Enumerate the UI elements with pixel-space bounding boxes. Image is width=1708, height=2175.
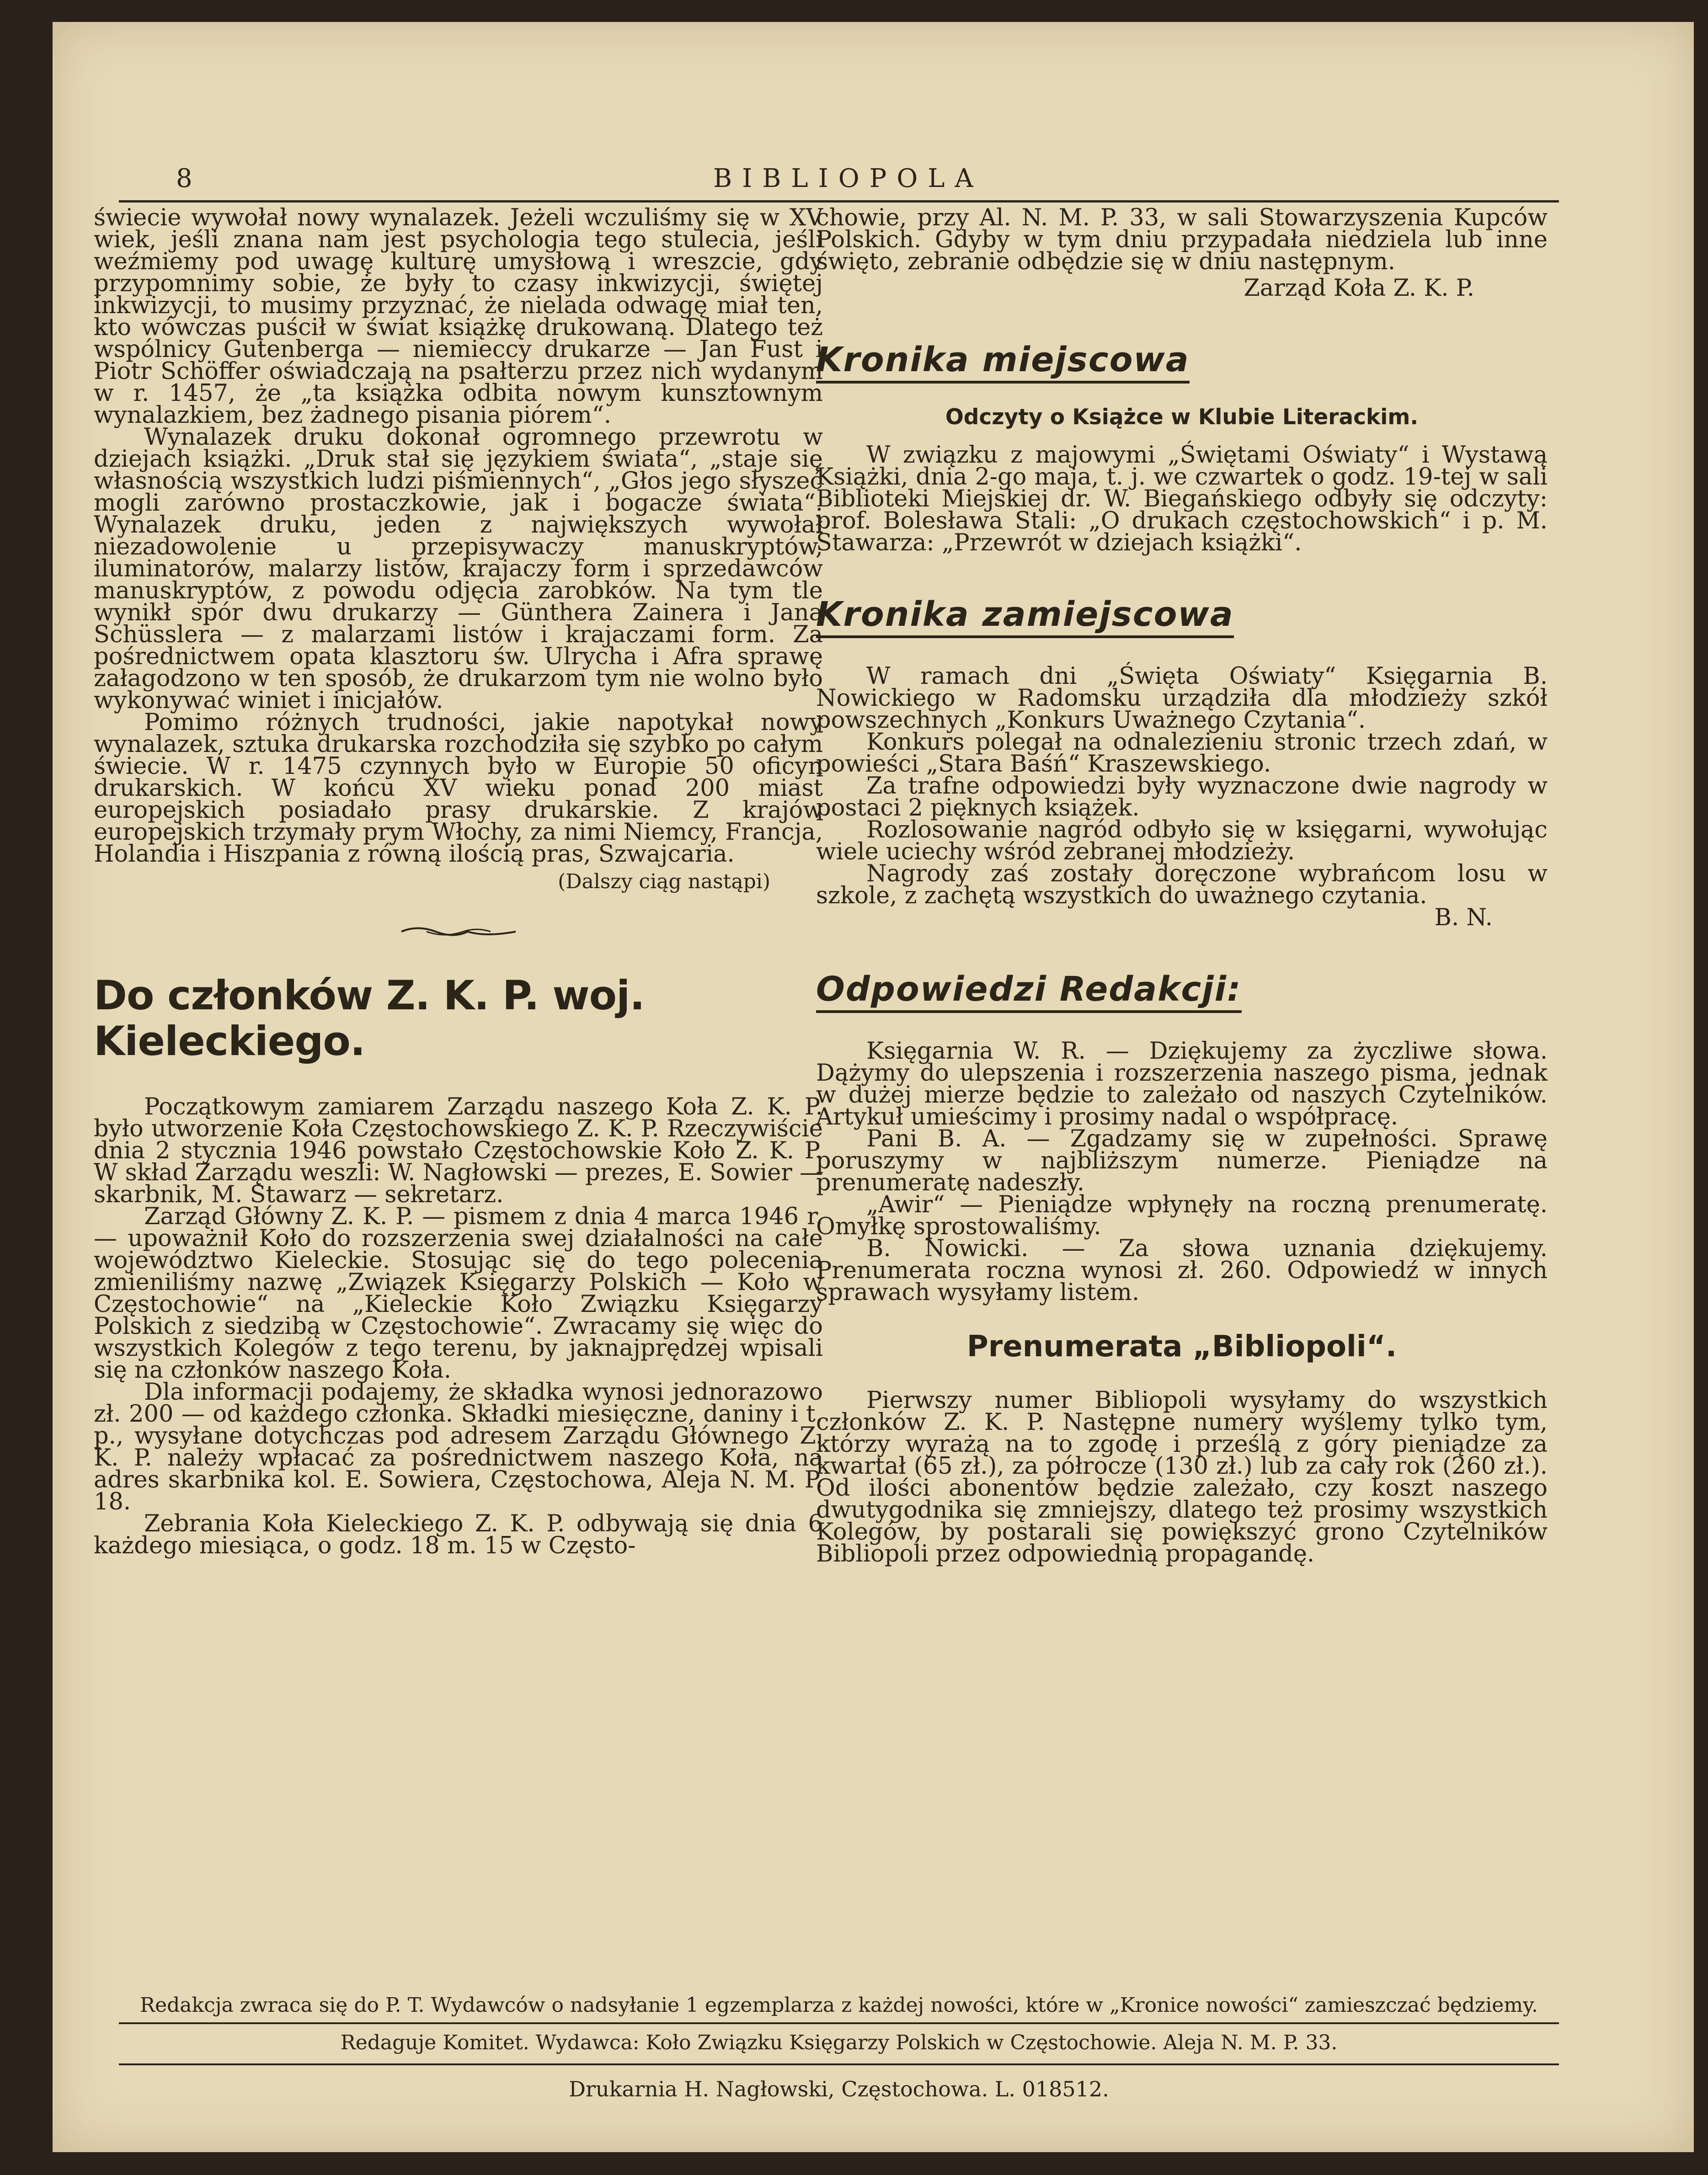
board-signature: Zarząd Koła Z. K. P. [1244,275,1474,302]
paragraph: chowie, przy Al. N. M. P. 33, w sali Stowarzyszenia Kupców Polskich. Gdyby w tym dniu przypadała niedziela lub inne święto, zebranie odbędzie się w dniu następnym. [816,204,1548,275]
newspaper-page [53,22,1694,2152]
paragraph: świecie wywołał nowy wynalazek. Jeżeli wczuliśmy się w XV wiek, jeśli znana nam jest psychologia tego stulecia, jeśli weźmiemy pod uwagę kulturę umysłową i wreszcie, gdy przypomnimy sobie, że były to czasy inkwizycji, świętej inkwizycji, to musimy przyznać, że nielada odwagę miał ten, kto wówczas puścił w świat książkę drukowaną. Dlatego też wspólnicy Gutenberga — niemieccy drukarze — Jan Fust i Piotr Schöffer oświadczają na psałterzu przez nich wydanym w r. 1457, że „ta książka odbita nowym kunsztownym wynalazkiem, bez żadnego pisania piórem“. [94,204,823,429]
journal-title: BIBLIOPOLA [713,164,983,193]
page-number: 8 [176,164,192,193]
ornament-divider [94,922,823,941]
section-heading-answers: Odpowiedzi Redakcji: [816,970,1242,1013]
right-column [816,204,1548,1567]
paragraph: W ramach dni „Święta Oświaty“ Księgarnia B. Nowickiego w Radomsku urządziła dla młodzieży szkół powszechnych „Konkurs Uważnego Czytania“. [816,663,1548,734]
signature: B. N. [1434,904,1493,931]
ornament-icon [399,922,518,941]
paragraph: Zarząd Główny Z. K. P. — pismem z dnia 4 marca 1946 r. — upoważnił Koło do rozszerzenia swej działalności na całe województwo Kieleckie. Stosując się do tego polecenia zmieniliśmy nazwę „Związek Księgarzy Polskich — Koło w Częstochowie“ na „Kieleckie Koło Związku Księgarzy Polskich z siedzibą w Częstochowie“. Zwracamy się więc do wszystkich Kolegów z tego terenu, by jaknajprędzej wpisali się na członków naszego Koła. [94,1203,823,1384]
paragraph: „Awir“ — Pieniądze wpłynęły na roczną prenumeratę. Omyłkę sprostowaliśmy. [816,1191,1548,1240]
subscription-heading: Prenumerata „Bibliopoli“. [966,1330,1397,1364]
article-title: Do członków Z. K. P. woj. Kieleckiego. [94,972,645,1065]
footer-notice: Redakcja zwraca się do P. T. Wydawców o nadsyłanie 1 egzemplarza z każdej nowości, które w „Kronice nowości“ zamieszczać będziemy. [119,1994,1559,2024]
section-heading-regional: Kronika zamiejscowa [816,595,1234,638]
continued-note: (Dalszy ciąg nastąpi) [558,870,770,893]
paragraph: Zebrania Koła Kieleckiego Z. K. P. odbywają się dnia 6 każdego miesiąca, o godz. 18 m. 15 w Często- [94,1510,823,1559]
paragraph: Wynalazek druku dokonał ogromnego przewrotu w dziejach książki. „Druk stał się językiem świata“, „staje się własnością wszystkich ludzi piśmiennych“, „Głos jego słyszeć mogli zarówno prostaczkowie, jak i bogacze świata“. Wynalazek druku, jeden z największych wywołał niezadowolenie u przepisywaczy manuskryptów, iluminatorów, malarzy listów, krajaczy form i sprzedawców manuskryptów, z powodu odjęcia zarobków. Na tym tle wynikł spór dwu drukarzy — Günthera Zainera i Jana Schüsslera — z malarzami listów i krajaczami form. Za pośrednictwem opata klasztoru św. Ulrycha i Afra sprawę załagodzono w ten sposób, że drukarzom tym nie wolno było wykonywać winiet i inicjałów. [94,424,823,714]
paragraph: Pomimo różnych trudności, jakie napotykał nowy wynalazek, sztuka drukarska rozchodziła się szybko po całym świecie. W r. 1475 czynnych było w Europie 50 oficyn drukarskich. W końcu XV wieku ponad 200 miast europejskich posiadało prasy drukarskie. Z krajów europejskich trzymały prym Włochy, za nimi Niemcy, Francja, Holandia i Hiszpania z równą ilością pras, Szwajcaria. [94,709,823,868]
paragraph: Pierwszy numer Bibliopoli wysyłamy do wszystkich członków Z. K. P. Następne numery wyślemy tylko tym, którzy wyrażą na to zgodę i prześlą z góry pieniądze za kwartał (65 zł.), za półrocze (130 zł.) lub za cały rok (260 zł.). Od ilości abonentów będzie zależało, czy koszt naszego dwutygodnika się zmniejszy, dlatego też prosimy wszystkich Kolegów, by postarali się powiększyć grono Czytelników Bibliopoli przez odpowiednią propagandę. [816,1387,1548,1567]
paragraph: Pani B. A. — Zgadzamy się w zupełności. Sprawę poruszymy w najbliższym numerze. Pieniądze na prenumeratę nadeszły. [816,1125,1548,1196]
paragraph: Dla informacji podajemy, że składka wynosi jednorazowo zł. 200 — od każdego członka. Składki miesięczne, daniny i t. p., wysyłane dotychczas pod adresem Zarządu Głównego Z. K. P. należy wpłacać za pośrednictwem naszego Koła, na adres skarbnika kol. E. Sowiera, Częstochowa, Aleja N. M. P. 18. [94,1379,823,1515]
subheading: Odczyty o Książce w Klubie Literackim. [945,405,1419,430]
paragraph: Za trafne odpowiedzi były wyznaczone dwie nagrody w postaci 2 pięknych książek. [816,773,1548,821]
paragraph: W związku z majowymi „Świętami Oświaty“ i Wystawą Książki, dnia 2-go maja, t. j. we czwartek o godz. 19-tej w sali Biblioteki Miejskiej dr. W. Biegańskiego odbyły się odczyty: prof. Bolesława Stali: „O drukach częstochowskich“ i p. M. Stawarza: „Przewrót w dziejach książki“. [816,442,1548,556]
paragraph: Początkowym zamiarem Zarządu naszego Koła Z. K. P. było utworzenie Koła Częstochowskiego Z. K. P. Rzeczywiście dnia 2 stycznia 1946 powstało Częstochowskie Koło Z. K. P. W skład Zarządu weszli: W. Nagłowski — prezes, E. Sowier — skarbnik, M. Stawarz — sekretarz. [94,1093,823,1208]
paragraph: Księgarnia W. R. — Dziękujemy za życzliwe słowa. Dążymy do ulepszenia i rozszerzenia naszego pisma, jednak w dużej mierze będzie to zależało od naszych Czytelników. Artykuł umieścimy i prosimy nadal o współpracę. [816,1038,1548,1130]
page-header [119,136,1559,203]
paragraph: B. Nowicki. — Za słowa uznania dziękujemy. Prenumerata roczna wynosi zł. 260. Odpowiedź w innych sprawach wysyłamy listem. [816,1235,1548,1306]
paragraph: Konkurs polegał na odnalezieniu stronic trzech zdań, w powieści „Stara Baśń“ Kraszewskiego. [816,729,1548,778]
section-heading-local: Kronika miejscowa [816,341,1190,384]
footer-printer: Drukarnia H. Nagłowski, Częstochowa. L. 018512. [569,2077,1109,2101]
left-column [94,204,823,1559]
footer-editor: Redaguje Komitet. Wydawca: Koło Związku Księgarzy Polskich w Częstochowie. Aleja N. M. P. 33. [119,2031,1559,2065]
paragraph: Nagrody zaś zostały doręczone wybrańcom losu w szkole, z zachętą wszystkich do uważnego czytania. [816,860,1548,909]
paragraph: Rozlosowanie nagród odbyło się w księgarni, wywołując wiele uciechy wśród zebranej młodzieży. [816,816,1548,865]
